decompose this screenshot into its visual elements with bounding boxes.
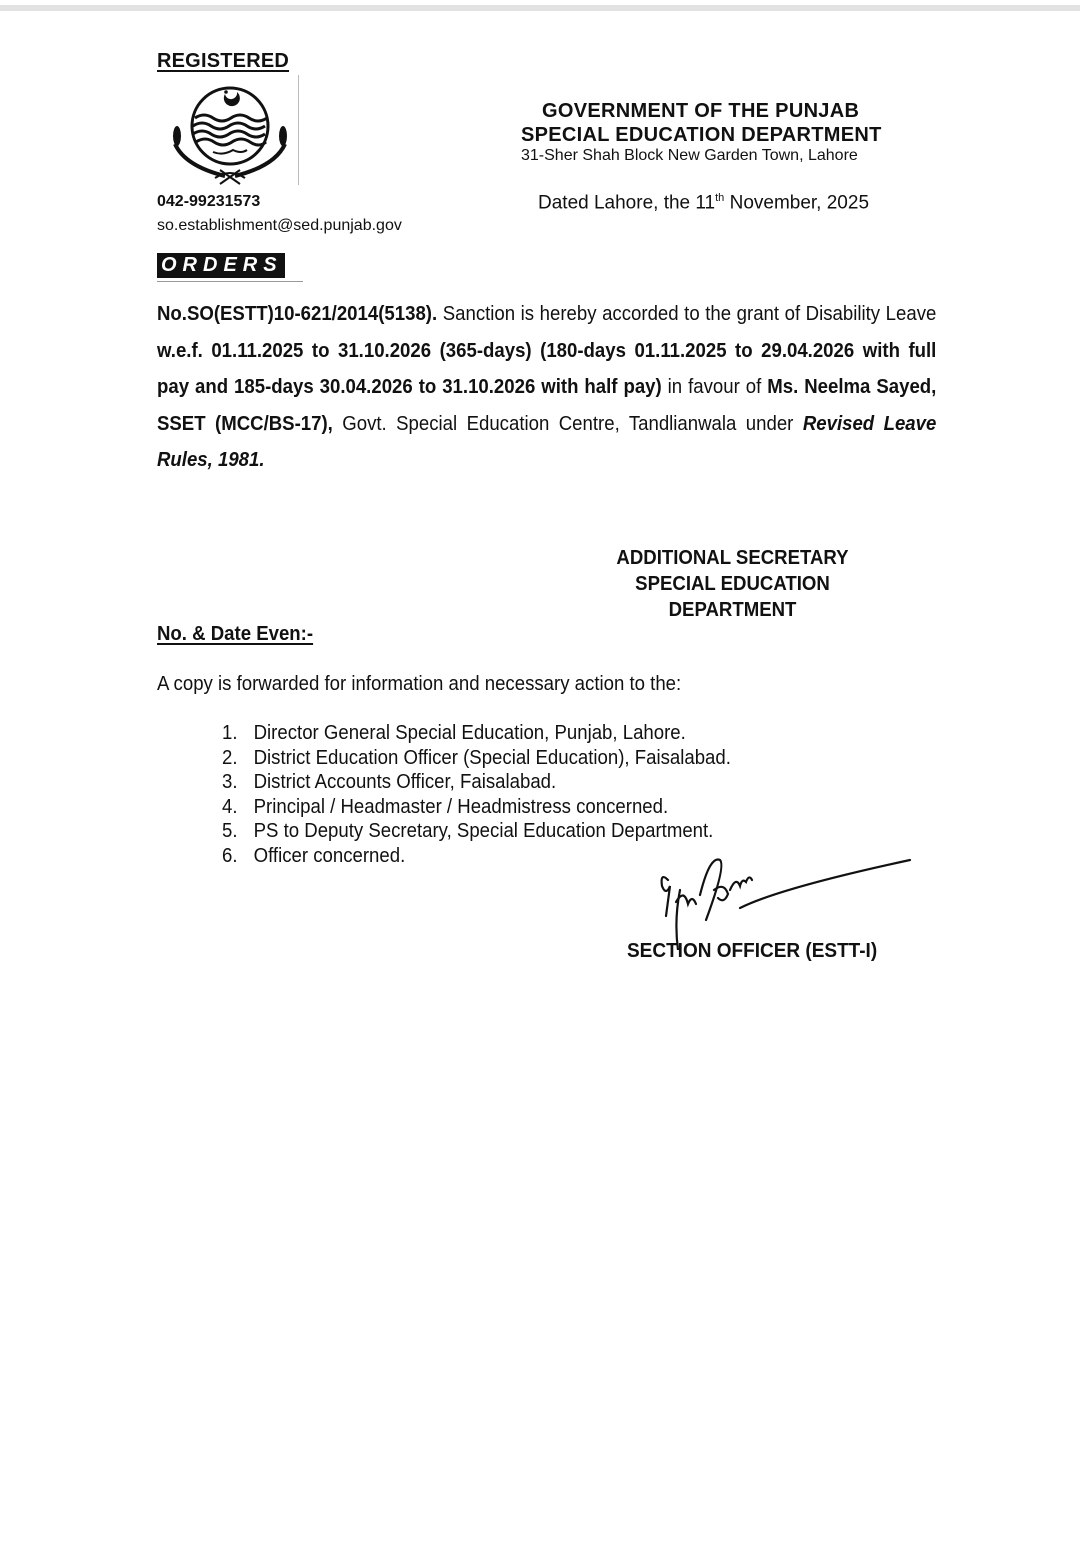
list-number: 3. xyxy=(222,771,238,793)
email-address: so.establishment@sed.punjab.gov xyxy=(157,217,402,234)
list-number: 5. xyxy=(222,820,238,842)
list-text: PS to Deputy Secretary, Special Education Department. xyxy=(253,820,714,842)
order-paragraph xyxy=(157,296,958,479)
list-item xyxy=(222,721,731,746)
registered-label: REGISTERED xyxy=(157,50,290,72)
list-text: District Accounts Officer, Faisalabad. xyxy=(253,771,557,793)
list-item xyxy=(222,819,731,844)
date-line xyxy=(538,192,869,214)
order-number: No.SO(ESTT)10-621/2014(5138). xyxy=(157,303,438,325)
list-text: Director General Special Education, Punjab, Lahore. xyxy=(253,722,686,744)
signature-icon xyxy=(640,850,920,950)
punjab-emblem-icon xyxy=(165,78,295,190)
endorsement-heading: No. & Date Even:- xyxy=(157,623,314,645)
list-item xyxy=(222,746,731,771)
top-edge-bar xyxy=(0,5,1080,11)
list-number: 1. xyxy=(222,722,238,744)
list-text: District Education Officer (Special Education), Faisalabad. xyxy=(253,746,731,769)
signatory1-line3: DEPARTMENT xyxy=(668,599,797,621)
endorsement-intro: A copy is forwarded for information and necessary action to the: xyxy=(157,673,682,695)
signatory1-line2: SPECIAL EDUCATION xyxy=(635,573,830,595)
list-item xyxy=(222,795,731,820)
signatory1-line1: ADDITIONAL SECRETARY xyxy=(616,547,849,569)
order-text-1: Sanction is hereby accorded to the grant of Disability Leave xyxy=(437,303,937,325)
list-number: 6. xyxy=(222,844,238,867)
employee-name: Ms. Neelma Sayed, SSET (MCC/BS-17), xyxy=(157,376,958,435)
list-text: Principal / Headmaster / Headmistress concerned. xyxy=(253,795,669,818)
list-number: 4. xyxy=(222,795,238,818)
department-title: SPECIAL EDUCATION DEPARTMENT xyxy=(521,124,882,146)
org-title: GOVERNMENT OF THE PUNJAB xyxy=(542,100,860,122)
leave-rules: Revised Leave Rules, 1981. xyxy=(157,412,937,471)
date-suffix: November, 2025 xyxy=(724,192,870,214)
leave-period: w.e.f. 01.11.2025 to 31.10.2026 (365-days) (180-days 01.11.2025 to 29.04.2026 with full pay and 185-days 30.04.2026 to 31.10.2026 with half pay) xyxy=(157,339,937,398)
orders-label: ORDERS xyxy=(157,253,285,278)
department-address: 31-Sher Shah Block New Garden Town, Lahore xyxy=(521,147,858,164)
phone-number: 042-99231573 xyxy=(157,193,261,210)
order-text-2: in favour of xyxy=(661,376,768,398)
date-superscript: th xyxy=(715,192,725,204)
date-prefix: Dated Lahore, the 11 xyxy=(538,192,716,214)
list-item xyxy=(222,770,731,795)
list-number: 2. xyxy=(222,746,238,769)
header-divider xyxy=(298,75,299,185)
additional-secretary-block xyxy=(572,545,893,623)
orders-underline xyxy=(157,281,303,282)
recipient-list xyxy=(222,721,731,868)
order-text-3: Govt. Special Education Centre, Tandlianwala under xyxy=(332,412,803,435)
list-text: Officer concerned. xyxy=(253,844,406,867)
section-officer-title: SECTION OFFICER (ESTT-I) xyxy=(627,940,878,962)
